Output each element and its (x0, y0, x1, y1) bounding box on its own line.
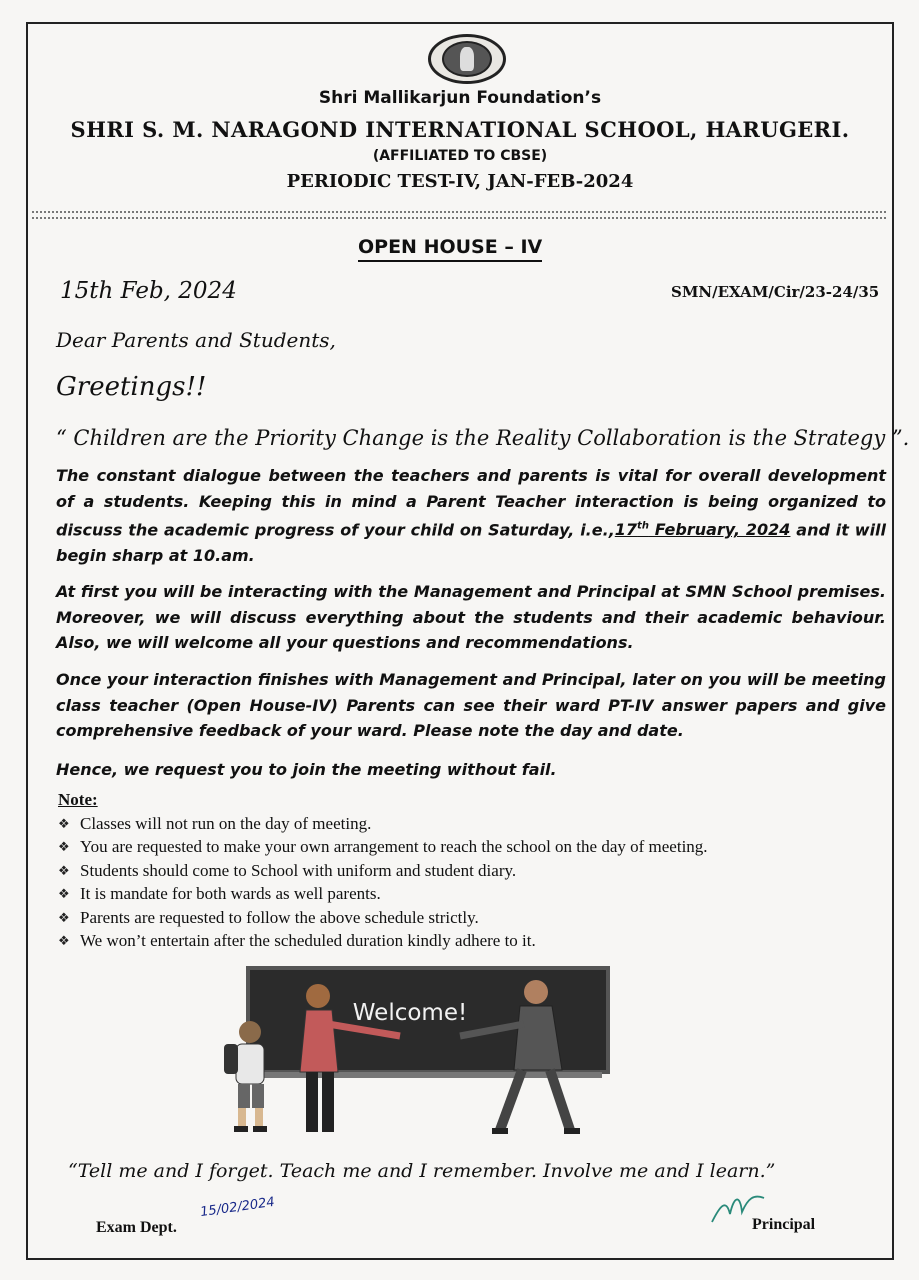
diamond-bullet-icon: ❖ (58, 862, 70, 878)
diamond-bullet-icon: ❖ (58, 815, 70, 831)
salutation: Dear Parents and Students, (56, 328, 336, 352)
affiliation: (AFFILIATED TO CBSE) (372, 148, 548, 164)
notes-list (58, 812, 708, 953)
reference-number: SMN/EXAM/Cir/23-24/35 (671, 283, 880, 301)
principal-label: Principal (752, 1216, 816, 1233)
motto-quote: “ Children are the Priority Change is the Reality Collaboration is the Strategy ”. (56, 426, 910, 450)
circular-date: 15th Feb, 2024 (60, 278, 237, 304)
exam-dept-signature-date: 15/02/2024 (199, 1194, 276, 1221)
header-divider (32, 211, 886, 213)
test-name: PERIODIC TEST-IV, JAN-FEB-2024 (286, 171, 634, 192)
paragraph-2: At first you will be interacting with the Management and Principal at SMN School premises. Moreover, we will discuss everything about the students and their academic behaviour. Also, we will welcome all your questions and recommendations. (56, 582, 886, 652)
diamond-bullet-icon: ❖ (58, 933, 70, 949)
foundation-name: Shri Mallikarjun Foundation’s (318, 88, 602, 108)
note-item: ❖ We won’t entertain after the scheduled duration kindly adhere to it. (58, 931, 536, 951)
paragraph-4: Hence, we request you to join the meeting without fail. (56, 760, 557, 779)
note-item: ❖ Students should come to School with uniform and student diary. (58, 860, 517, 880)
paragraph-3: Once your interaction finishes with Management and Principal, later on you will be meeting class teacher (Open House-IV) Parents can see their ward PT-IV answer papers and give comprehensive feedback of your ward. Please note the day and date. (56, 670, 886, 740)
welcome-illustration (210, 962, 630, 1138)
paragraph-1: The constant dialogue between the teachers and parents is vital for overall development of a students. Keeping this in mind a Parent Teacher interaction is being organized to discuss the academic progress of your child on Saturday, i.e.,17th February, 2024 and it will begin sharp at 10.am. (56, 466, 887, 565)
closing-motto: “Tell me and I forget. Teach me and I remember. Involve me and I learn.” (68, 1160, 776, 1182)
school-name: SHRI S. M. NARAGOND INTERNATIONAL SCHOOL, HARUGERI. (70, 117, 850, 142)
board-text: Welcome! (352, 1000, 468, 1026)
note-item: ❖ Classes will not run on the day of meeting. (58, 813, 372, 833)
page-title: OPEN HOUSE – IV (358, 236, 542, 262)
greeting: Greetings!! (56, 372, 207, 402)
note-item: ❖ You are requested to make your own arrangement to reach the school on the day of meeting. (58, 837, 708, 857)
note-item: ❖ Parents are requested to follow the above schedule strictly. (58, 907, 479, 927)
diamond-bullet-icon: ❖ (58, 839, 70, 855)
note-heading: Note: (58, 790, 98, 809)
exam-dept-label: Exam Dept. (96, 1219, 177, 1236)
note-item: ❖ It is mandate for both wards as well parents. (58, 884, 381, 904)
diamond-bullet-icon: ❖ (58, 909, 70, 925)
school-logo (428, 34, 506, 84)
header-divider-2 (32, 217, 886, 219)
diamond-bullet-icon: ❖ (58, 886, 70, 902)
